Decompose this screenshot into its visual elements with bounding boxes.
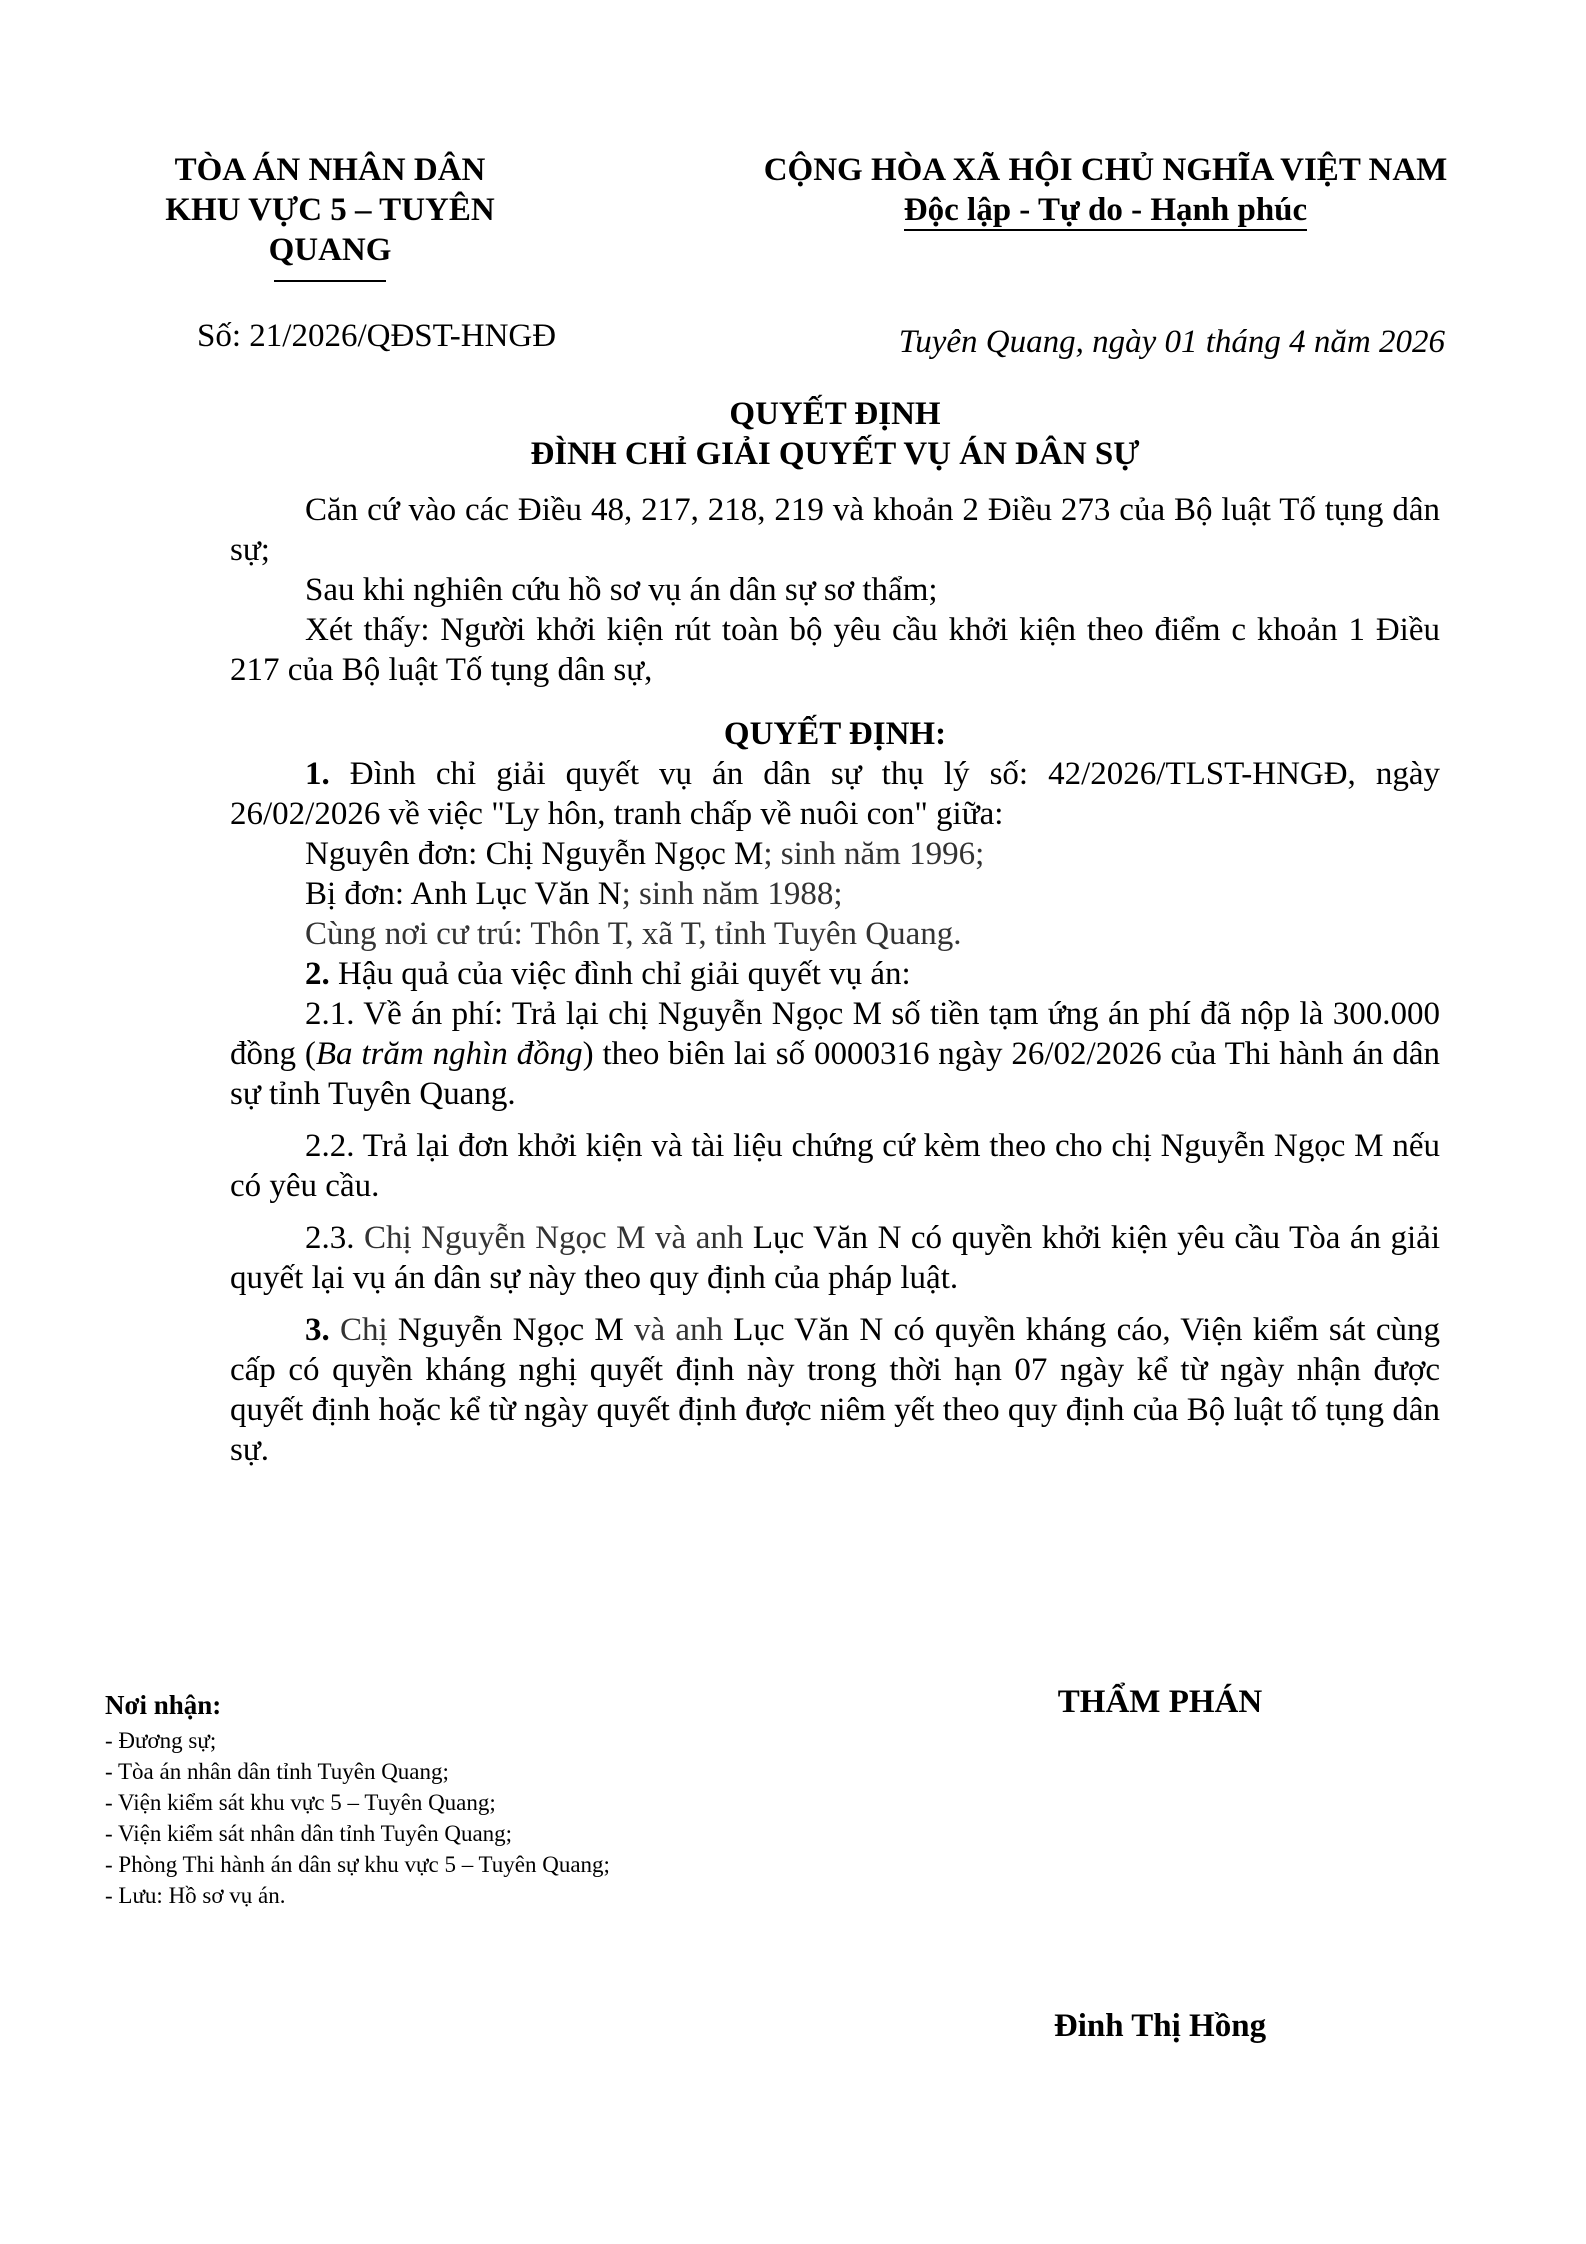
title-line2: ĐÌNH CHỈ GIẢI QUYẾT VỤ ÁN DÂN SỰ (530, 436, 1140, 472)
section-3-text: Lục Văn N có quyền kháng cáo, Viện kiểm sát cùng cấp có quyền kháng nghị quyết định này trong thời hạn 07 ngày kể từ ngày nhận được quyết định hoặc kể từ ngày quyết định được niêm yết theo quy định của Bộ luật tố tụng dân sự. (230, 1312, 1440, 1468)
section-2-1-text-b: ) theo biên lai số 0000316 ngày 26/02/2026 của Thi hành án dân sự tỉnh Tuyên Quang. (230, 1036, 1440, 1112)
ground-paragraph-1: Căn cứ vào các Điều 48, 217, 218, 219 và khoản 2 Điều 273 của Bộ luật Tố tụng dân sự; (230, 492, 1440, 568)
court-header-rule (274, 280, 386, 282)
defendant-birth-year: ; sinh năm 1988; (621, 876, 843, 912)
section-2-1-text-a: 2.1. Về án phí: Trả lại chị Nguyễn Ngọc M số tiền tạm ứng án phí đã nộp là 300.000 đồng ( (230, 996, 1440, 1072)
ground-paragraph-2: Sau khi nghiên cứu hồ sơ vụ án dân sự sơ thẩm; (305, 572, 938, 608)
section-3-conj: và anh (623, 1312, 734, 1348)
court-name-line2: KHU VỰC 5 – TUYÊN QUANG (165, 192, 495, 268)
plaintiff-line (230, 834, 1440, 874)
recipient-item: - Phòng Thi hành án dân sự khu vực 5 – Tuyên Quang; (105, 1852, 610, 1877)
recipient-item: - Viện kiểm sát nhân dân tỉnh Tuyên Quang; (105, 1821, 513, 1846)
signature-name: Đinh Thị Hồng (1053, 2008, 1267, 2044)
ground-paragraph-3: Xét thấy: Người khởi kiện rút toàn bộ yêu cầu khởi kiện theo điểm c khoản 1 Điều 217 của Bộ luật Tố tụng dân sự, (230, 612, 1440, 688)
section-2-3 (230, 1218, 1440, 1298)
recipient-item: - Tòa án nhân dân tỉnh Tuyên Quang; (105, 1759, 449, 1784)
recipient-item: - Viện kiểm sát khu vực 5 – Tuyên Quang; (105, 1790, 496, 1815)
section-2-1 (230, 994, 1440, 1114)
section-2-3-text: Lục Văn N có quyền khởi kiện yêu cầu Tòa án giải quyết lại vụ án dân sự này theo quy định của pháp luật. (230, 1220, 1441, 1296)
section-3-prefix: Chị (329, 1312, 398, 1348)
decision-section-1 (230, 754, 1440, 834)
plaintiff-birth-year: ; sinh năm 1996; (763, 836, 985, 872)
national-title: CỘNG HÒA XÃ HỘI CHỦ NGHĨA VIỆT NAM (763, 152, 1448, 188)
national-header (728, 150, 1483, 231)
section-2-2: 2.2. Trả lại đơn khởi kiện và tài liệu chứng cứ kèm theo cho chị Nguyễn Ngọc M nếu có yêu cầu. (230, 1128, 1440, 1204)
recipient-item: - Đương sự; (105, 1728, 217, 1753)
section-1-number: 1. (305, 756, 330, 792)
section-1-text: Đình chỉ giải quyết vụ án dân sự thụ lý số: 42/2026/TLST-HNGĐ, ngày 26/02/2026 về việc "Ly hôn, tranh chấp về nuôi con" giữa: (230, 756, 1440, 832)
title-line1: QUYẾT ĐỊNH (729, 396, 941, 432)
national-motto: Độc lập - Tự do - Hạnh phúc (904, 191, 1307, 231)
defendant-line (230, 874, 1440, 914)
document-title (230, 394, 1440, 474)
section-3-plaintiff: Nguyễn Ngọc M (397, 1312, 624, 1348)
section-2-3-plaintiff: Chị Nguyễn Ngọc M (364, 1220, 646, 1256)
section-2-text: Hậu quả của việc đình chỉ giải quyết vụ án: (329, 956, 911, 992)
defendant-name: Bị đơn: Anh Lục Văn N (305, 876, 622, 912)
signature-role: THẨM PHÁN (1057, 1684, 1263, 1720)
section-2-1-amount-words: Ba trăm nghìn đồng (315, 1036, 583, 1072)
section-3-number: 3. (305, 1312, 330, 1348)
plaintiff-name: Nguyên đơn: Chị Nguyễn Ngọc M (305, 836, 764, 872)
recipients-heading: Nơi nhận: (105, 1690, 222, 1720)
court-name-line1: TÒA ÁN NHÂN DÂN (174, 152, 486, 188)
decision-section-3 (230, 1310, 1440, 1470)
decision-section-2 (230, 954, 1440, 994)
residence-line: Cùng nơi cư trú: Thôn T, xã T, tỉnh Tuyên Quang. (305, 916, 962, 952)
court-header (150, 150, 510, 282)
decision-heading: QUYẾT ĐỊNH: (723, 716, 947, 752)
place-and-date: Tuyên Quang, ngày 01 tháng 4 năm 2026 (898, 324, 1445, 360)
document-number: Số: 21/2026/QĐST-HNGĐ (197, 318, 557, 354)
recipients-block (105, 1690, 825, 1911)
document-body (230, 490, 1440, 1470)
section-2-3-number: 2.3. (305, 1220, 365, 1256)
section-2-number: 2. (305, 956, 330, 992)
section-2-3-conj: và anh (645, 1220, 753, 1256)
recipient-item: - Lưu: Hồ sơ vụ án. (105, 1883, 286, 1908)
